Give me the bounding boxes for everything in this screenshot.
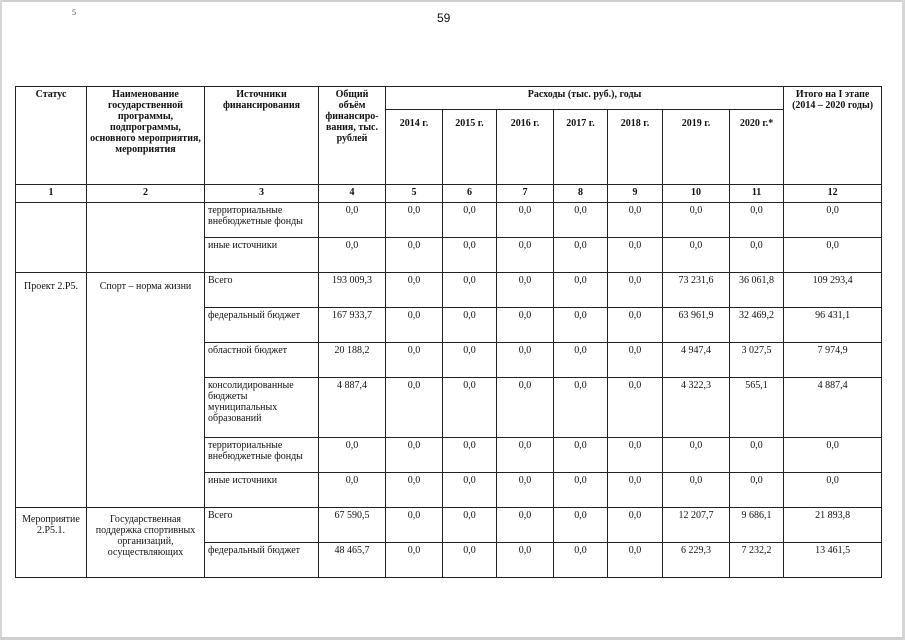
stage-total-cell: 0,0 xyxy=(784,473,882,508)
total-cell: 0,0 xyxy=(319,438,386,473)
header-status: Статус xyxy=(16,87,87,185)
stage-total-cell: 4 887,4 xyxy=(784,378,882,438)
year-cell: 0,0 xyxy=(497,308,554,343)
year-cell: 0,0 xyxy=(497,273,554,308)
table-row xyxy=(16,203,882,238)
year-cell: 0,0 xyxy=(608,273,663,308)
status-cell-empty xyxy=(16,203,87,273)
year-cell: 0,0 xyxy=(386,378,443,438)
year-cell: 0,0 xyxy=(554,203,608,238)
header-year: 2014 г. xyxy=(386,110,443,185)
source-cell: федеральный бюджет xyxy=(205,543,319,578)
year-cell: 0,0 xyxy=(608,508,663,543)
stage-total-cell: 21 893,8 xyxy=(784,508,882,543)
column-number: 4 xyxy=(319,185,386,203)
year-cell: 0,0 xyxy=(608,308,663,343)
year-cell: 12 207,7 xyxy=(663,508,730,543)
year-cell: 4 322,3 xyxy=(663,378,730,438)
year-cell: 0,0 xyxy=(386,343,443,378)
stage-total-cell: 7 974,9 xyxy=(784,343,882,378)
year-cell: 0,0 xyxy=(497,238,554,273)
name-cell: Государственная поддержка спортивных организаций, осуществляющих xyxy=(87,508,205,578)
column-number: 2 xyxy=(87,185,205,203)
column-number: 12 xyxy=(784,185,882,203)
column-number: 3 xyxy=(205,185,319,203)
stage-total-cell: 0,0 xyxy=(784,238,882,273)
year-cell: 0,0 xyxy=(663,438,730,473)
year-cell: 0,0 xyxy=(608,343,663,378)
header-year: 2018 г. xyxy=(608,110,663,185)
scan-border-left xyxy=(0,0,2,640)
year-cell: 0,0 xyxy=(554,473,608,508)
column-number: 6 xyxy=(443,185,497,203)
stage-total-cell: 96 431,1 xyxy=(784,308,882,343)
year-cell: 0,0 xyxy=(663,238,730,273)
column-number: 1 xyxy=(16,185,87,203)
year-cell: 0,0 xyxy=(608,203,663,238)
year-cell: 0,0 xyxy=(443,273,497,308)
financing-table xyxy=(15,86,882,578)
source-cell: консолидированные бюджеты муниципальных образований xyxy=(205,378,319,438)
year-cell: 9 686,1 xyxy=(730,508,784,543)
year-cell: 32 469,2 xyxy=(730,308,784,343)
total-cell: 193 009,3 xyxy=(319,273,386,308)
total-cell: 48 465,7 xyxy=(319,543,386,578)
header-expenses: Расходы (тыс. руб.), годы xyxy=(386,87,784,110)
year-cell: 0,0 xyxy=(386,438,443,473)
year-cell: 0,0 xyxy=(443,473,497,508)
year-cell: 0,0 xyxy=(608,238,663,273)
year-cell: 0,0 xyxy=(386,203,443,238)
year-cell: 0,0 xyxy=(386,543,443,578)
year-cell: 0,0 xyxy=(554,543,608,578)
table-row xyxy=(16,273,882,308)
stage-total-cell: 0,0 xyxy=(784,438,882,473)
year-cell: 0,0 xyxy=(554,273,608,308)
column-number: 5 xyxy=(386,185,443,203)
year-cell: 0,0 xyxy=(608,378,663,438)
header-program-name: Наименование государственной программы, подпрограммы, основного мероприятия, мероприятия xyxy=(87,87,205,185)
year-cell: 3 027,5 xyxy=(730,343,784,378)
year-cell: 0,0 xyxy=(443,308,497,343)
source-cell: иные источники xyxy=(205,238,319,273)
year-cell: 0,0 xyxy=(554,343,608,378)
year-cell: 0,0 xyxy=(608,543,663,578)
year-cell: 0,0 xyxy=(730,473,784,508)
source-cell: территориальные внебюджетные фонды xyxy=(205,438,319,473)
year-cell: 565,1 xyxy=(730,378,784,438)
year-cell: 0,0 xyxy=(443,343,497,378)
year-cell: 0,0 xyxy=(443,203,497,238)
year-cell: 0,0 xyxy=(608,438,663,473)
year-cell: 0,0 xyxy=(554,508,608,543)
year-cell: 0,0 xyxy=(386,308,443,343)
year-cell: 0,0 xyxy=(730,438,784,473)
year-cell: 0,0 xyxy=(497,378,554,438)
year-cell: 0,0 xyxy=(497,473,554,508)
total-cell: 0,0 xyxy=(319,203,386,238)
column-number: 8 xyxy=(554,185,608,203)
year-cell: 0,0 xyxy=(608,473,663,508)
year-cell: 0,0 xyxy=(386,473,443,508)
year-cell: 0,0 xyxy=(554,378,608,438)
year-cell: 7 232,2 xyxy=(730,543,784,578)
year-cell: 73 231,6 xyxy=(663,273,730,308)
year-cell: 0,0 xyxy=(386,508,443,543)
header-stage-total: Итого на I этапе (2014 – 2020 годы) xyxy=(784,87,882,185)
year-cell: 0,0 xyxy=(554,238,608,273)
column-number: 9 xyxy=(608,185,663,203)
stage-total-cell: 13 461,5 xyxy=(784,543,882,578)
source-cell: областной бюджет xyxy=(205,343,319,378)
year-cell: 63 961,9 xyxy=(663,308,730,343)
year-cell: 0,0 xyxy=(443,378,497,438)
name-cell: Спорт – норма жизни xyxy=(87,273,205,508)
year-cell: 6 229,3 xyxy=(663,543,730,578)
total-cell: 67 590,5 xyxy=(319,508,386,543)
year-cell: 0,0 xyxy=(497,203,554,238)
page-number: 59 xyxy=(437,11,451,25)
total-cell: 20 188,2 xyxy=(319,343,386,378)
year-cell: 0,0 xyxy=(386,273,443,308)
year-cell: 4 947,4 xyxy=(663,343,730,378)
year-cell: 0,0 xyxy=(730,203,784,238)
corner-mark: 5 xyxy=(72,8,76,17)
year-cell: 0,0 xyxy=(497,508,554,543)
source-cell: Всего xyxy=(205,508,319,543)
total-cell: 0,0 xyxy=(319,473,386,508)
year-cell: 0,0 xyxy=(497,438,554,473)
header-total: Общий объём финансиро-вания, тыс. рублей xyxy=(319,87,386,185)
year-cell: 36 061,8 xyxy=(730,273,784,308)
stage-total-cell: 109 293,4 xyxy=(784,273,882,308)
header-year: 2019 г. xyxy=(663,110,730,185)
header-sources: Источники финансирования xyxy=(205,87,319,185)
header-year: 2017 г. xyxy=(554,110,608,185)
status-cell: Проект 2.P5. xyxy=(16,273,87,508)
year-cell: 0,0 xyxy=(443,508,497,543)
year-cell: 0,0 xyxy=(386,238,443,273)
source-cell: территориальные внебюджетные фонды xyxy=(205,203,319,238)
table-row xyxy=(16,508,882,543)
column-number: 11 xyxy=(730,185,784,203)
total-cell: 4 887,4 xyxy=(319,378,386,438)
header-year: 2016 г. xyxy=(497,110,554,185)
year-cell: 0,0 xyxy=(730,238,784,273)
status-cell: Мероприятие 2.P5.1. xyxy=(16,508,87,578)
year-cell: 0,0 xyxy=(554,308,608,343)
source-cell: федеральный бюджет xyxy=(205,308,319,343)
year-cell: 0,0 xyxy=(554,438,608,473)
column-number: 7 xyxy=(497,185,554,203)
name-cell-empty xyxy=(87,203,205,273)
stage-total-cell: 0,0 xyxy=(784,203,882,238)
year-cell: 0,0 xyxy=(443,438,497,473)
header-year: 2020 г.* xyxy=(730,110,784,185)
year-cell: 0,0 xyxy=(497,543,554,578)
year-cell: 0,0 xyxy=(663,473,730,508)
total-cell: 0,0 xyxy=(319,238,386,273)
year-cell: 0,0 xyxy=(663,203,730,238)
year-cell: 0,0 xyxy=(443,238,497,273)
year-cell: 0,0 xyxy=(497,343,554,378)
column-number: 10 xyxy=(663,185,730,203)
scan-border-top xyxy=(0,0,905,2)
source-cell: Всего xyxy=(205,273,319,308)
year-cell: 0,0 xyxy=(443,543,497,578)
source-cell: иные источники xyxy=(205,473,319,508)
header-year: 2015 г. xyxy=(443,110,497,185)
total-cell: 167 933,7 xyxy=(319,308,386,343)
